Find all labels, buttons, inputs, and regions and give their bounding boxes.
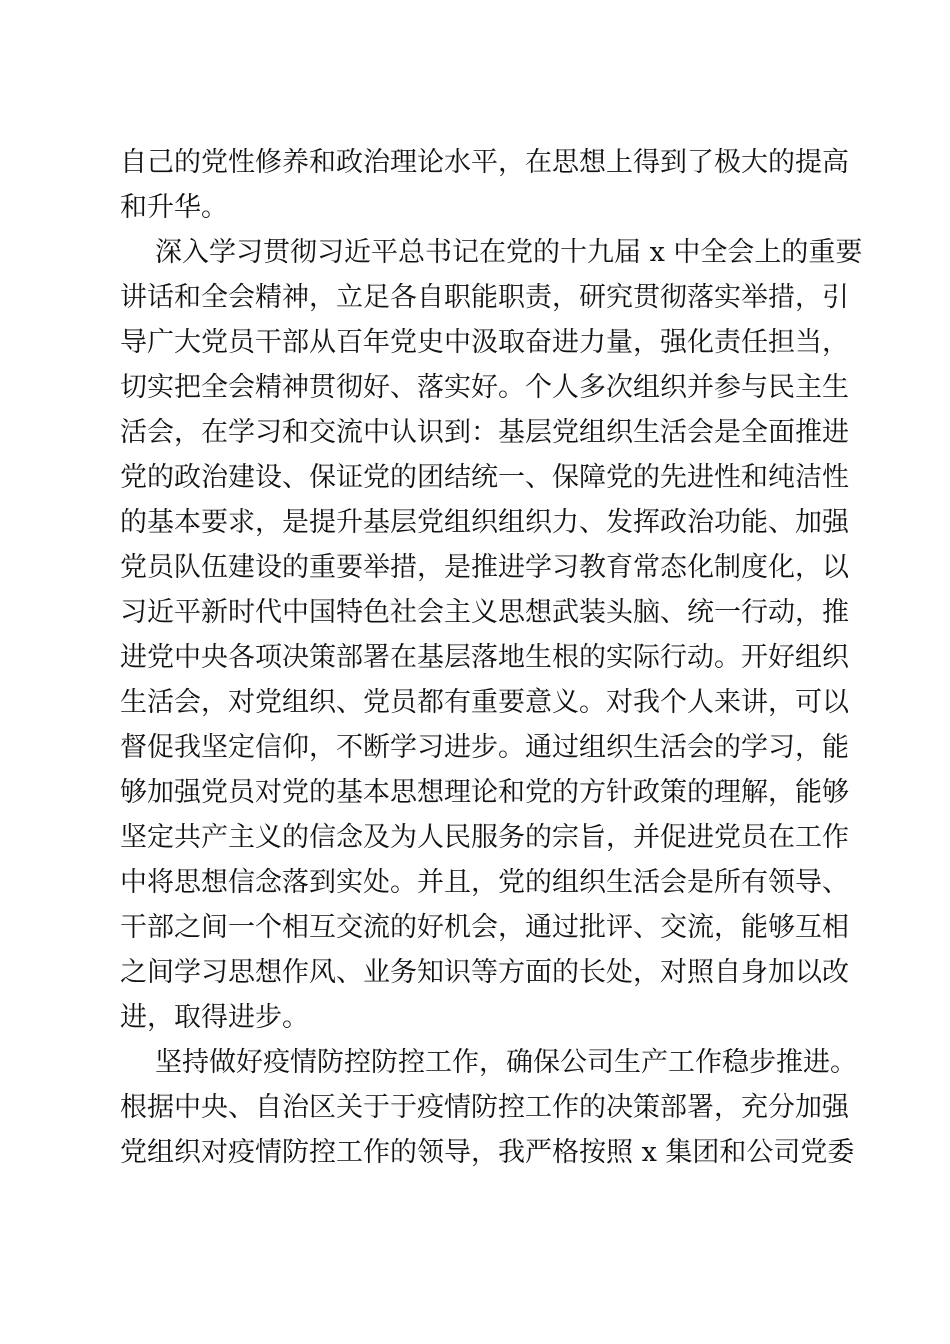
- text-line: 干部之间一个相互交流的好机会，通过批评、交流，能够互相: [120, 912, 849, 943]
- text-line: 督促我坚定信仰，不断学习进步。通过组织生活会的学习，能: [120, 732, 849, 763]
- text-line: 中将思想信念落到实处。并且，党的组织生活会是所有领导、: [120, 867, 849, 898]
- text-line: 党的政治建设、保证党的团结统一、保障党的先进性和纯洁性: [120, 462, 849, 493]
- text-line: 的基本要求，是提升基层党组织组织力、发挥政治功能、加强: [120, 507, 849, 538]
- text-line: 进，取得进步。: [120, 1002, 309, 1033]
- text-line: 导广大党员干部从百年党史中汲取奋进力量，强化责任担当，: [120, 327, 849, 358]
- text-line: 和升华。: [120, 192, 228, 223]
- text-line: 活会，在学习和交流中认识到：基层党组织生活会是全面推进: [120, 417, 849, 448]
- text-line: 坚定共产主义的信念及为人民服务的宗旨，并促进党员在工作: [120, 822, 849, 853]
- text-line: 生活会，对党组织、党员都有重要意义。对我个人来讲，可以: [120, 687, 849, 718]
- text-line: 深入学习贯彻习近平总书记在党的十九届 x 中全会上的重要: [155, 237, 863, 268]
- text-line: 够加强党员对党的基本思想理论和党的方针政策的理解，能够: [120, 777, 849, 808]
- text-line: 切实把全会精神贯彻好、落实好。个人多次组织并参与民主生: [120, 372, 849, 403]
- text-line: 根据中央、自治区关于于疫情防控工作的决策部署，充分加强: [120, 1092, 849, 1123]
- text-line: 自己的党性修养和政治理论水平，在思想上得到了极大的提高: [120, 147, 849, 178]
- text-line: 习近平新时代中国特色社会主义思想武装头脑、统一行动，推: [120, 597, 849, 628]
- text-line: 党组织对疫情防控工作的领导，我严格按照 x 集团和公司党委: [120, 1137, 855, 1168]
- text-line: 之间学习思想作风、业务知识等方面的长处，对照自身加以改: [120, 957, 849, 988]
- text-line: 进党中央各项决策部署在基层落地生根的实际行动。开好组织: [120, 642, 849, 673]
- text-line: 讲话和全会精神，立足各自职能职责，研究贯彻落实举措，引: [120, 282, 849, 313]
- text-line: 党员队伍建设的重要举措，是推进学习教育常态化制度化，以: [120, 552, 849, 583]
- text-line: 坚持做好疫情防控防控工作，确保公司生产工作稳步推进。: [155, 1047, 857, 1078]
